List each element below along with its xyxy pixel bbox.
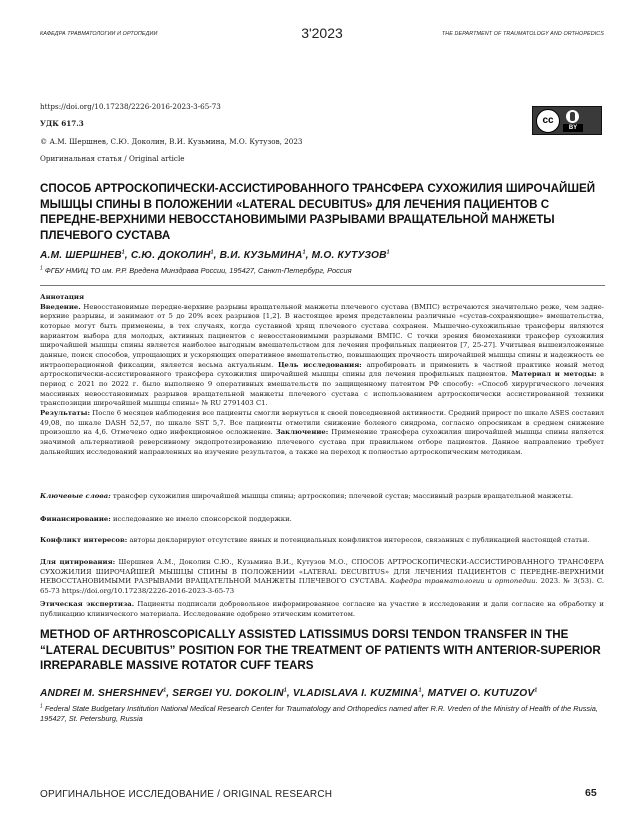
article-title-ru: СПОСОБ АРТРОСКОПИЧЕСКИ-АССИСТИРОВАННОГО ТРАНСФЕРА СУХОЖИЛИЯ ШИРОЧАЙШЕЙ МЫШЦЫ СПИНЫ В ПОЛОЖЕНИИ «LATERAL DECUBITUS» ДЛЯ ЛЕЧЕНИЯ ПАЦИЕНТОВ С ПЕРЕДНЕ-ВЕРХНИМИ НЕВОССТАНОВИМЫМИ РАЗРЫВАМИ ВРАЩАТЕЛЬНОЙ МАНЖЕТЫ ПЛЕЧЕВОГО СУСТАВА bbox=[40, 182, 596, 242]
author: SERGEI YU. DOKOLIN bbox=[172, 688, 284, 699]
author: М.О. КУТУЗОВ bbox=[311, 250, 387, 261]
citation: Для цитирования: Шершнев А.М., Доколин С.Ю., Кузьмина В.И., Кутузов М.О., СПОСОБ АРТРОСКОПИЧЕСКИ-АССИСТИРОВАННОГО ТРАНСФЕРА СУХОЖИЛИЯ ШИРОЧАЙШЕЙ МЫШЦЫ СПИНЫ В ПОЛОЖЕНИИ «LATERAL DECUBITUS» ДЛЯ ЛЕЧЕНИЯ ПАЦИЕНТОВ С ПЕРЕДНЕ-ВЕРХНИМИ НЕВОССТАНОВИМЫМИ РАЗРЫВАМИ ВРАЩАТЕЛЬНОЙ МАНЖЕТЫ ПЛЕЧЕВОГО СУСТАВА. Кафедра травматологии и ортопедии. 2023. № 3(53). C. 65-73 https://doi.org/10.17238/2226-2016-2023-3-65-73 bbox=[40, 558, 604, 595]
running-header-right: THE DEPARTMENT OF TRAUMATOLOGY AND ORTHOPEDICS bbox=[441, 31, 604, 37]
section-label: ОРИГИНАЛЬНОЕ ИССЛЕДОВАНИЕ / ORIGINAL RESEARCH bbox=[40, 789, 333, 800]
abstract: Аннотация Введение. Невосстановимые передне-верхние разрывы вращательной манжеты плечевого сустава (ВМПС) встречаются значительно реже, чем задне-верхние разрывы, и занимают от 5 до 20% всех разрывов [1,2]. В настоящее время представлены различные «сустав-сохраняющие» вмешательства, которые могут быть применены, в тех случаях, когда суставной хрящ плечевого сустава сохранен. Мышечно-сухожильные трансферы являются вариантом выбора для молодых, активных пациентов с невосстановимыми разрывами ВМПС. С точки зрения биомеханики трансфер сухожилия широчайшей мышцы спины является наиболее выгодным вмешательством для лечения профильных пациентов [7, 25-27]. Учитывая вышеизложенные данные, поиск способов, упрощающих и ускоряющих оперативное вмешательство, повышающих прочность широчайшей мышцы спины и надежность ее интраоперационной фиксации, является весьма актуальным. Цель исследования: апробировать и применить в частной практике новый метод артроскопически-ассистированного трансфера сухожилия широчайшей мышцы спины для лечения профильных пациентов. Материал и методы: в период с 2021 по 2022 г. было выполнено 9 оперативных вмешательств по защищенному патентом РФ способу: «Способ хирургического лечения массивных невосстановимых разрывов вращательной манжеты плечевого сустава с использованием артроскопически ассистированной техники транспозиции широчайшей мышцы спины» № RU 2791403 C1. Результаты: После 6 месяцев наблюдения все пациенты смогли вернуться к своей повседневной активности. Средний прирост по шкале ASES составил 49,08, по шкале DASH 52,57, по шкале SST 5,7. Все пациенты отметили снижение болевого синдрома, согласно опросникам в среднем снижение произошло на 4,6. Отмечено одно инфекционное осложнение. Заключение: Применение трансфера сухожилия широчайшей мышцы спины является значимой альтернативой реверсивному эндопротезированию плечевого сустава при правильном отборе пациентов. Данное направление требует дальнейших исследований направленных на изучение результатов, а также на переход к полностью артроскопическим методикам. bbox=[40, 293, 605, 456]
abstract-aim: апробировать и применить в частной практике новый метод артроскопически-ассистированного трансфера сухожилия широчайшей мышцы спины для лечения профильных пациентов. bbox=[40, 360, 605, 379]
article-title-en: METHOD OF ARTHROSCOPICALLY ASSISTED LATISSIMUS DORSI TENDON TRANSFER IN THE “LATERAL DECUBITUS” POSITION FOR THE TREATMENT OF PATIENTS WITH ANTERIOR-SUPERIOR IRREPARABLE MASSIVE ROTATOR CUFF TEARS bbox=[40, 628, 601, 672]
author: А.М. ШЕРШНЕВ bbox=[40, 250, 122, 261]
author: С.Ю. ДОКОЛИН bbox=[130, 250, 211, 261]
author: VLADISLAVA I. KUZMINA bbox=[292, 688, 419, 699]
authors-ru: А.М. ШЕРШНЕВ$^1$, С.Ю. ДОКОЛИН$^1$, В.И. КУЗЬМИНА$^1$, М.О. КУТУЗОВ$^1$ bbox=[40, 249, 390, 261]
page-number: 65 bbox=[585, 787, 597, 799]
keywords: Ключевые слова: трансфер сухожилия широчайшей мышцы спины; артроскопия; плечевой сустав; массивный разрыв вращательной манжеты. bbox=[40, 492, 574, 500]
authors-en: ANDREI M. SHERSHNEV$^1$, SERGEI YU. DOKOLIN$^1$, VLADISLAVA I. KUZMINA$^1$, MATVEI O. KUTUZOV$^1$ bbox=[40, 687, 538, 699]
ethics: Этическая экспертиза. Пациенты подписали добровольное информированное согласие на участие в исследовании и дали согласие на обработку и публикацию клинического материала. Исследование одобрено этическим комитетом. bbox=[40, 600, 604, 618]
author: MATVEI O. KUTUZOV bbox=[427, 688, 535, 699]
conflict-of-interest: Конфликт интересов: авторы декларируют отсутствие явных и потенциальных конфликтов интересов, связанных с публикацией настоящей статьи. bbox=[40, 536, 590, 544]
doi-link[interactable]: https://doi.org/10.17238/2226-2016-2023-3-65-73 bbox=[40, 102, 221, 111]
abstract-introduction: Невосстановимые передне-верхние разрывы вращательной манжеты плечевого сустава (ВМПС) встречаются значительно реже, чем задне-верхние разрывы, и занимают от 5 до 20% всех разрывов [1,2]. В настоящее время представлены различные «сустав-сохраняющие» вмешательства, которые могут быть применены, в тех случаях, когда суставной хрящ плечевого сустава сохранен. Мышечно-сухожильные трансферы являются вариантом выбора для молодых, активных пациентов с невосстановимыми разрывами ВМПС. С точки зрения биомеханики трансфер сухожилия широчайшей мышцы спины является наиболее выгодным вмешательством для лечения профильных пациентов [7, 25-27]. Учитывая вышеизложенные данные, поиск способов, упрощающих и ускоряющих оперативное вмешательство, повышающих прочность широчайшей мышцы спины и надежность ее интраоперационной фиксации, является весьма актуальным. bbox=[40, 302, 604, 369]
creative-commons-by-icon[interactable] bbox=[532, 106, 602, 135]
author: В.И. КУЗЬМИНА bbox=[219, 250, 303, 261]
copyright: © А.М. Шершнев, С.Ю. Доколин, В.И. Кузьмина, М.О. Кутузов, 2023 bbox=[40, 137, 303, 146]
divider bbox=[40, 285, 605, 286]
cc-logo: cc bbox=[536, 109, 560, 133]
author: ANDREI M. SHERSHNEV bbox=[40, 688, 164, 699]
cc-by-label: BY bbox=[563, 124, 583, 132]
abstract-conclusion: Применение трансфера сухожилия широчайшей мышцы спины является значимой альтернативой реверсивному эндопротезированию плечевого сустава при правильном отборе пациентов. Данное направление требует дальнейших исследований направленных на изучение результатов, а также на переход к полностью артроскопическим методикам. bbox=[40, 428, 604, 456]
funding: Финансирование: исследование не имело спонсорской поддержки. bbox=[40, 515, 292, 523]
running-header-left: КАФЕДРА ТРАВМАТОЛОГИИ И ОРТОПЕДИИ bbox=[40, 31, 158, 37]
affiliation-en: $^1$ Federal State Budgetary Institution National Medical Research Center for Traumatology and Orthopedics named after R.R. Vreden of the Ministry of Health of the Russia, 195427, St. Petersburg, Russia bbox=[40, 703, 598, 723]
udc: УДК 617.3 bbox=[40, 119, 84, 128]
affiliation-ru: $^1$ ФГБУ НМИЦ ТО им. Р.Р. Вредена Минздрава России, 195427, Санкт-Петербург, Россия bbox=[40, 265, 352, 275]
attribution-person-icon bbox=[566, 110, 579, 123]
abstract-methods: в период с 2021 по 2022 г. было выполнено 9 оперативных вмешательств по защищенному патентом РФ способу: «Способ хирургического лечения массивных невосстановимых разрывов вращательной манжеты плечевого сустава с использованием артроскопически ассистированной техники транспозиции широчайшей мышцы спины» № RU 2791403 C1. bbox=[40, 370, 604, 408]
article-type: Оригинальная статья / Original article bbox=[40, 154, 185, 163]
issue-number: 3'2023 bbox=[301, 25, 343, 41]
abstract-results: После 6 месяцев наблюдения все пациенты смогли вернуться к своей повседневной активности. Средний прирост по шкале ASES составил 49,08, по шкале DASH 52,57, по шкале SST 5,7. Все пациенты отметили снижение болевого синдрома, согласно опросникам в среднем снижение произошло на 4,6. Отмечено одно инфекционное осложнение. bbox=[40, 408, 604, 437]
abstract-heading: Аннотация bbox=[40, 293, 85, 301]
